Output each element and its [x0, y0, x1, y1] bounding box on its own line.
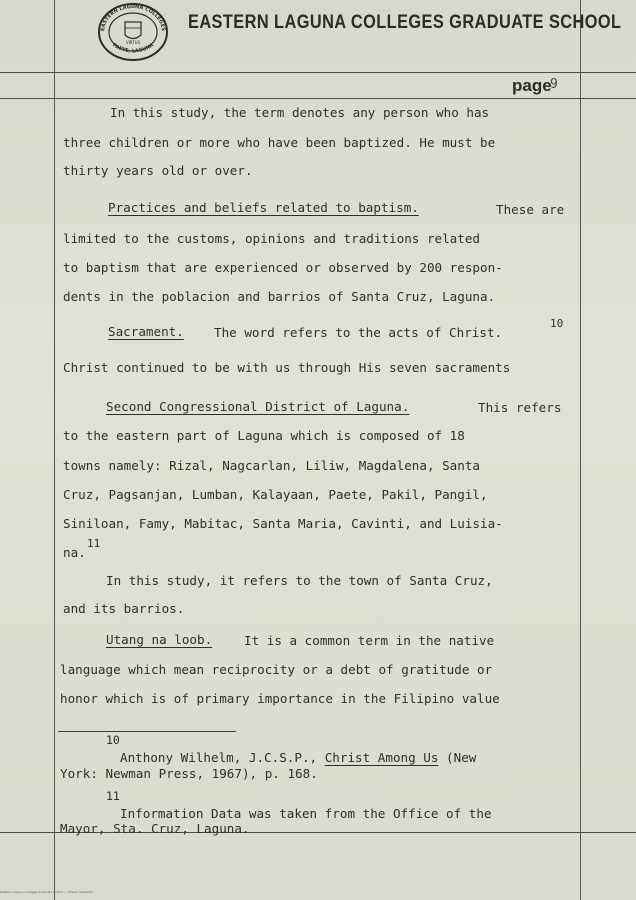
footnote-publisher-open: (New: [438, 750, 477, 765]
page-number: 9: [550, 77, 558, 92]
college-seal-logo: [96, 2, 170, 62]
body-line: It is a common term in the native: [244, 633, 495, 648]
footnote-line: Mayor, Sta. Cruz, Laguna.: [60, 821, 250, 836]
body-line: The word refers to the acts of Christ.: [214, 325, 503, 340]
footnote-separator: [58, 731, 236, 732]
term-heading: Sacrament.: [108, 324, 184, 339]
page-label: page: [512, 76, 552, 95]
body-line: towns namely: Rizal, Nagcarlan, Liliw, Magdalena, Santa: [63, 458, 481, 473]
body-line: dents in the poblacion and barrios of Santa Cruz, Laguna.: [63, 289, 496, 304]
footnote-book-title: Christ Among Us: [324, 750, 439, 765]
footnote-number: 11: [106, 789, 120, 803]
school-name-heading: EASTERN LAGUNA COLLEGES GRADUATE SCHOOL: [188, 12, 622, 33]
term-heading: Second Congressional District of Laguna.: [106, 399, 410, 414]
body-line: These are: [496, 202, 565, 217]
body-line: to the eastern part of Laguna which is composed of 18: [63, 428, 465, 443]
seal-motto: VIRTUS: [125, 40, 141, 45]
seal-top-text: EASTERN LAGUNA COLLEGES: [99, 4, 167, 32]
body-line: honor which is of primary importance in the Filipino value: [60, 691, 500, 706]
footnote-marker: 11: [87, 537, 101, 550]
body-line: In this study, it refers to the town of Santa Cruz,: [106, 573, 493, 588]
footnote-author: Anthony Wilhelm, J.C.S.P.,: [120, 750, 325, 765]
footnote-line: York: Newman Press, 1967), p. 168.: [60, 766, 318, 781]
right-margin-rule: [580, 0, 581, 900]
footnote-marker: 10: [550, 317, 564, 330]
body-line: This refers: [478, 400, 562, 415]
footnote-number: 10: [106, 733, 120, 747]
body-line: In this study, the term denotes any person who has: [110, 105, 490, 120]
left-margin-rule: [54, 0, 55, 900]
page-number-rule: [0, 98, 636, 99]
header-rule: [0, 72, 636, 73]
scan-stamp: Eastern Laguna Colleges Graduate School — Thesis Collection: [0, 890, 94, 894]
footnote-line: [120, 750, 476, 765]
body-line: Christ continued to be with us through His seven sacraments: [63, 360, 511, 375]
seal-bottom-text: PAETE, LAGUNA: [111, 42, 155, 55]
term-heading: Practices and beliefs related to baptism.: [108, 200, 419, 215]
body-line: thirty years old or over.: [63, 163, 253, 178]
body-line: limited to the customs, opinions and traditions related: [63, 231, 481, 246]
term-heading: Utang na loob.: [106, 632, 213, 647]
body-line: Cruz, Pagsanjan, Lumban, Kalayaan, Paete, Pakil, Pangil,: [63, 487, 488, 502]
body-line: Siniloan, Famy, Mabitac, Santa Maria, Cavinti, and Luisia-: [63, 516, 503, 531]
footnote-line: Information Data was taken from the Office of the: [120, 806, 492, 821]
body-line: three children or more who have been baptized. He must be: [63, 135, 496, 150]
body-line: and its barrios.: [63, 601, 185, 616]
body-line: language which mean reciprocity or a debt of gratitude or: [60, 662, 493, 677]
body-line: na.: [63, 545, 86, 560]
body-line: to baptism that are experienced or observed by 200 respon-: [63, 260, 503, 275]
